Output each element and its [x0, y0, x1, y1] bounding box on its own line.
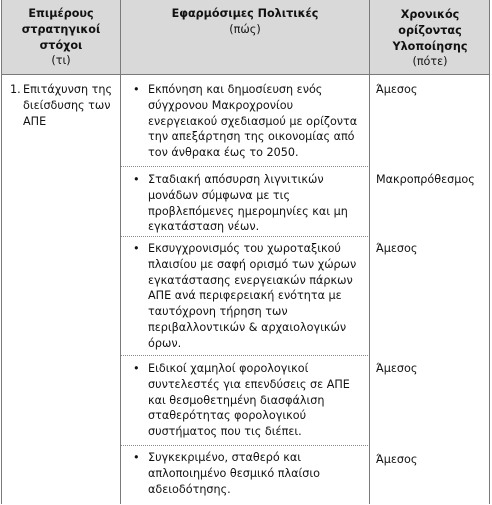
header-policies-title: Εφαρμόσιμες Πολιτικές — [171, 7, 319, 20]
header-policies-sub: (πώς) — [229, 22, 261, 36]
bullet: • — [133, 242, 140, 255]
row-separator — [121, 166, 368, 167]
goal-text: Επιτάχυνση της διείσδυσης των ΑΠΕ — [23, 83, 113, 128]
bullet: • — [133, 451, 140, 464]
policy-table — [1, 0, 490, 504]
table-header — [2, 0, 489, 75]
timeframe-value: Άμεσος — [376, 83, 418, 96]
policy-text: Εκσυγχρονισμός του χωροταξικού πλαισίου με σαφή ορισμό των χώρων εγκατάστασης ενεργειακών πάρκων ΑΠΕ ανά περιφερειακή ενότητα με ταυτόχρονη τήρηση των περιβαλλοντικών & αρχαιολογικών όρων. — [148, 242, 357, 350]
header-timeframe-sub: (πότε) — [412, 55, 448, 69]
timeframe-value: Άμεσος — [376, 453, 418, 466]
header-goals-sub: (τι) — [51, 54, 71, 68]
timeframe-value: Άμεσος — [376, 362, 418, 375]
bullet: • — [133, 83, 140, 96]
column-divider-1 — [120, 0, 121, 504]
policy-text: Συγκεκριμένο, σταθερό και απλοποιημένο θεσμικό πλαίσιο αδειοδότησης. — [148, 451, 320, 496]
goal-number: 1. — [10, 83, 21, 96]
policy-text: Εκπόνηση και δημοσίευση ενός σύγχρονου Μακροχρονίου ενεργειακού σχεδιασμού με ορίζοντα την απεξάρτηση της οικονομίας από τον άνθρακα έως το 2050. — [148, 83, 358, 160]
timeframe-value: Άμεσος — [376, 242, 418, 255]
policy-text: Σταδιακή απόσυρση λιγνιτικών μονάδων σύμφωνα με τις προβλεπόμενες ημερομηνίες και μη εγκατάσταση νέων. — [148, 173, 348, 234]
header-timeframe-title: Χρονικός ορίζοντας Υλοποίησης — [392, 8, 468, 53]
row-separator — [121, 236, 368, 237]
header-goals — [2, 6, 120, 69]
header-timeframe — [370, 7, 490, 70]
timeframe-value: Μακροπρόθεσμος — [376, 173, 475, 186]
header-goals-title: Επιμέρους στρατηγικοί στόχοι — [21, 7, 101, 52]
column-divider-2 — [369, 0, 370, 504]
row-separator — [121, 355, 368, 356]
bullet: • — [133, 173, 140, 186]
header-policies — [121, 6, 369, 38]
row-separator — [121, 445, 368, 446]
bullet: • — [133, 362, 140, 375]
policy-text: Ειδικοί χαμηλοί φορολογικοί συντελεστές για επενδύσεις σε ΑΠΕ και θεσμοθετημένη διασφάλιση σταθερότητας φορολογικού συστήματος που τις διέπει. — [148, 362, 350, 439]
